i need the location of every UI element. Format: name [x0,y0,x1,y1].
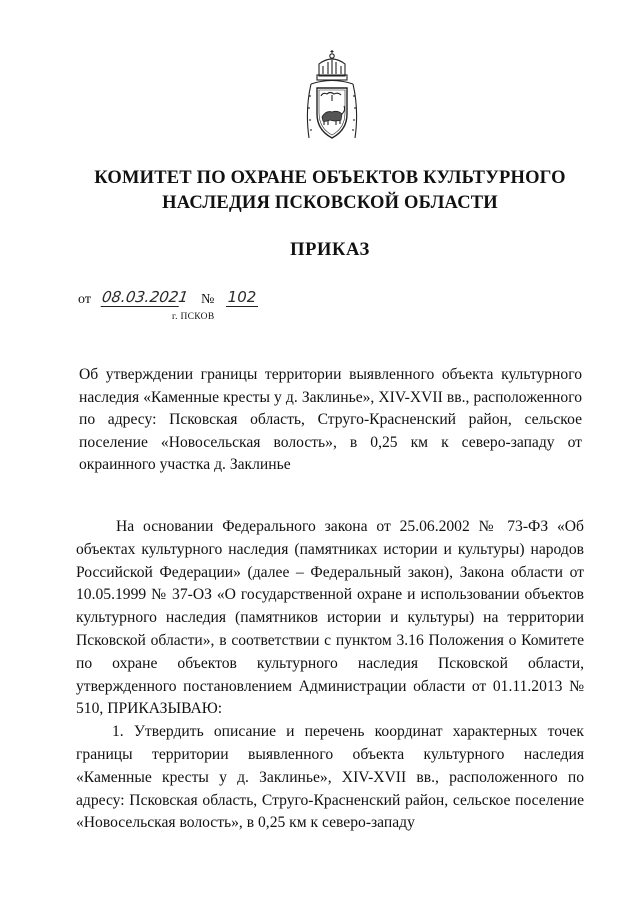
number-prefix: № [201,292,215,307]
city-label: г. ПСКОВ [172,312,215,322]
pskov-coat-of-arms-icon [297,50,367,146]
order-body [76,516,584,835]
order-meta [78,288,338,328]
order-item-1: 1. Утвердить описание и перечень координат характерных точек границы территории выявленного объекта культурного наследия «Каменные кресты у д. Заклинье», XIV-XVII вв., расположенного по адресу: Псковская область, Струго-Красненский район, сельское поселение «Новосельская волость», в 0,25 км к северо-западу [76,723,584,832]
date-prefix: от [78,292,91,307]
document-type-title: ПРИКАЗ [290,240,370,260]
order-subject: Об утверждении границы территории выявленного объекта культурного наследия «Каменные кресты у д. Заклинье», XIV-XVII вв., расположенного по адресу: Псковская область, Струго-Красненский район, сельское поселение «Новосельская волость», в 0,25 км к северо-западу от окраинного участка д. Заклинье [79,366,582,473]
order-number: 102 [227,288,257,306]
order-date: 08.03.2021 [100,288,190,306]
organization-title: КОМИТЕТ ПО ОХРАНЕ ОБЪЕКТОВ КУЛЬТУРНОГО НАСЛЕДИЯ ПСКОВСКОЙ ОБЛАСТИ [94,168,566,213]
preamble-paragraph: На основании Федерального закона от 25.06.2002 № 73-ФЗ «Об объектах культурного наследия (памятниках истории и культуры) народов Российской Федерации» (далее – Федеральный закон), Закона области от 10.05.1999 № 37-ОЗ «О государственной охране и использовании объектов культурного наследия (памятников истории и культуры) на территории Псковской области», в соответствии с пунктом 3.16 Положения о Комитете по охране объектов культурного наследия Псковской области, утвержденного постановлением Администрации области от 01.11.2013 № 510, ПРИКАЗЫВАЮ: [76,518,584,718]
